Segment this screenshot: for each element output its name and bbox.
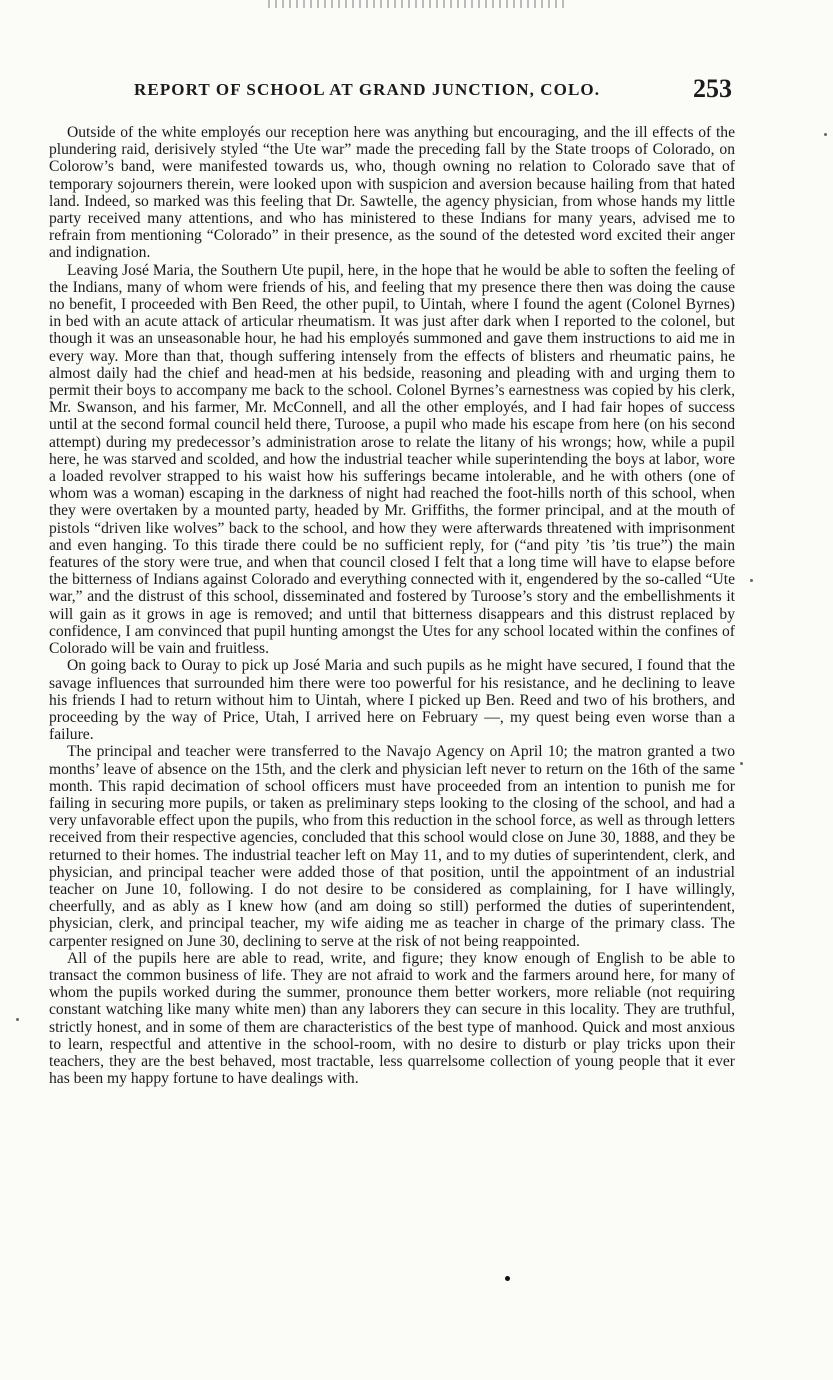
paragraph-ouray-return: On going back to Ouray to pick up José Maria and such pupils as he might have secured, I found that the savage influences that surrounded him there were too powerful for his resistance, and he declining to leave his friends I had to return without him to Uintah, where I picked up Ben. Reed and two of his brothers, and proceeding by the way of Price, Utah, I arrived here on February —, my quest being even worse than a failure. xyxy=(49,657,735,744)
end-mark xyxy=(505,1276,510,1281)
report-body xyxy=(49,124,735,1087)
margin-speck xyxy=(824,133,827,136)
page-header xyxy=(0,70,833,110)
paragraph-pupils-character: All of the pupils here are able to read, write, and figure; they know enough of English to be able to transact the common business of life. They are not afraid to work and the farmers around here, for many of whom the pupils worked during the summer, pronounce them better workers, more reliable (not requiring constant watching like many white men) than any laborers they can secure in this locality. They are truthful, strictly honest, and in some of them are characteristics of the best type of manhood. Quick and most anxious to learn, respectful and attentive in the school-room, with no desire to disturb or play tricks upon their teachers, they are the best behaved, most tractable, less quarrelsome collection of young people that it ever has been my happy fortune to have dealings with. xyxy=(49,949,735,1088)
running-head: REPORT OF SCHOOL AT GRAND JUNCTION, COLO. xyxy=(134,80,601,99)
paragraph-staff-changes: The principal and teacher were transferred to the Navajo Agency on April 10; the matron granted a two months’ leave of absence on the 15th, and the clerk and physician left never to return on the 16th of the same month. This rapid decimation of school officers must have proceeded from an intention to punish me for failing in securing more pupils, or taken as preliminary steps looking to the closing of the school, and had a very unfavorable effect upon the pupils, who from this reduction in the school force, as well as through letters received from their respective agencies, concluded that this school would close on June 30, 1888, and they be returned to their homes. The industrial teacher left on May 11, and to my duties of superintendent, clerk, and physician, and principal teacher were added those of that position, until the appointment of an industrial teacher on June 10, following. I do not desire to be considered as complaining, for I have willingly, cheerfully, and as ably as I knew how (and am doing so still) performed the duties of superintendent, physician, clerk, and principal teacher, my wife aiding me as teacher in charge of the primary class. The carpenter resigned on June 30, declining to serve at the risk of not being reappointed. xyxy=(49,743,735,950)
paragraph-uintah-visit: Leaving José Maria, the Southern Ute pupil, here, in the hope that he would be able to soften the feeling of the Indians, many of whom were friends of his, and feeling that my presence there then was doing the cause no benefit, I proceeded with Ben Reed, the other pupil, to Uintah, where I found the agent (Colonel Byrnes) in bed with an acute attack of articular rheumatism. It was just after dark when I reported to the colonel, but though it was an unseasonable hour, he had his employés summoned and gave them instructions to aid me in every way. More than that, though suffering intensely from the effects of blisters and rheumatic pains, he almost daily had the chief and head-men at his bedside, reasoning and pleading with and urging them to permit their boys to accompany me back to the school. Colonel Byrnes’s earnestness was copied by his clerk, Mr. Swanson, and his farmer, Mr. McConnell, and all the other employés, and I had fair hopes of success until at the second formal council held there, Turoose, a pupil who made his escape from here (on his second attempt) during my predecessor’s administration arose to relate the litany of his wrongs; how, while a pupil here, he was starved and scolded, and how the industrial teacher while superintending the boys at labor, wore a loaded revolver strapped to his waist how his sufferings became intolerable, and he with others (one of whom was a woman) escaping in the darkness of night had reached the foot-hills north of this school, when they were overtaken by a mounted party, headed by Mr. Griffiths, the former principal, and at the mouth of pistols “driven like wolves” back to the school, and how they were afterwards threatened with imprisonment and even hanging. To this tirade there could be no sufficient reply, for (“and pity ’tis ’tis true”) the main features of the story were true, and when that council closed I felt that a long time will have to elapse before the bitterness of Indians against Colorado and everything connected with it, engendered by the so-called “Ute war,” and the distrust of this school, disseminated and fostered by Turoose’s story and the embellishments it will gain as it grows in age is removed; and until that bitterness disappears and this distrust replaced by confidence, I am convinced that pupil hunting amongst the Utes for any school located within the confines of Colorado will be vain and fruitless. xyxy=(49,261,735,658)
page-number: 253 xyxy=(693,74,732,103)
page-edge-mark xyxy=(268,0,568,8)
margin-speck xyxy=(750,579,753,582)
paragraph-reception: Outside of the white employés our reception here was anything but encouraging, and the ill effects of the plundering raid, derisively styled “the Ute war” made the preceding fall by the State troops of Colorado, on Colorow’s band, were manifested towards us, who, though owning no relation to Colorado save that of temporary sojourners therein, were looked upon with suspicion and aversion because hailing from that hated land. Indeed, so marked was this feeling that Dr. Sawtelle, the agency physician, from whose hands my little party received many attentions, and who has ministered to these Indians for many years, advised me to refrain from mentioning “Colorado” in their presence, as the sound of the detested word excited their anger and indignation. xyxy=(49,124,735,262)
margin-speck xyxy=(740,762,743,765)
margin-speck xyxy=(16,1018,19,1021)
